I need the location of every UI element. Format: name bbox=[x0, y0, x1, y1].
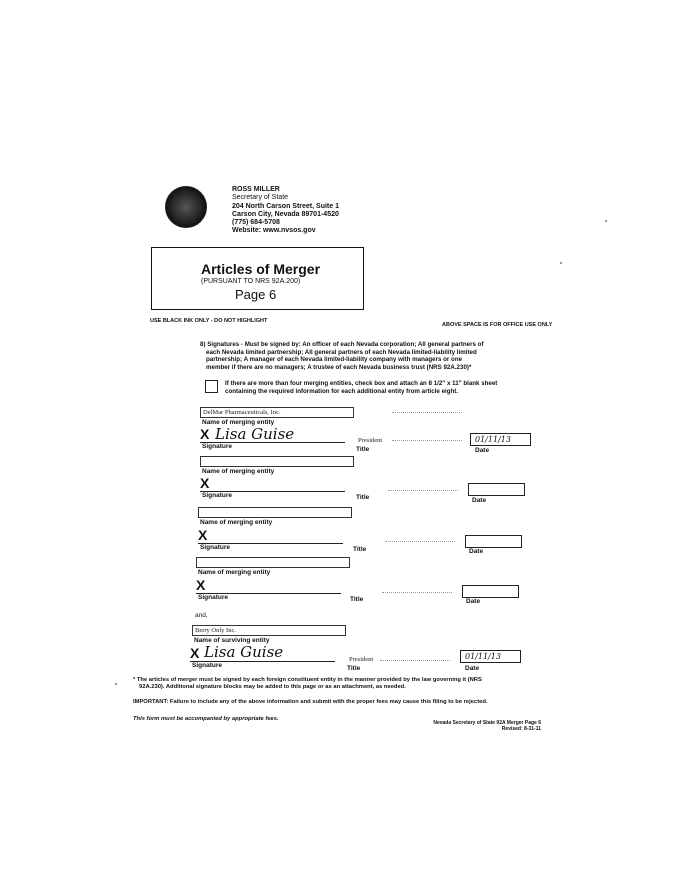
section-8-line: each Nevada limited partnership; All general partners of each Nevada limited-liability limited bbox=[206, 348, 477, 356]
footer-note-line: * The articles of merger must be signed by each foreign constituent entity in the manner provided by the law governing it (NRS bbox=[133, 677, 482, 683]
date-label: Date bbox=[466, 598, 481, 605]
checkbox-instructions bbox=[225, 380, 525, 395]
title-label: Title bbox=[350, 596, 364, 603]
title-field[interactable]: President bbox=[358, 437, 383, 444]
footer-note-line: 92A.230). Additional signature blocks may be added to this page or as an attachment, as needed. bbox=[139, 684, 406, 690]
section-8-line: partnership; A manager of each Nevada limited-liability company with managers or one bbox=[206, 356, 463, 363]
title-line bbox=[380, 660, 450, 661]
title-label: Title bbox=[353, 546, 367, 553]
scan-speck bbox=[605, 220, 607, 222]
signature-label: Signature bbox=[202, 443, 232, 450]
section-8-instructions bbox=[200, 341, 530, 371]
scan-speck bbox=[560, 262, 562, 264]
signature-label: Signature bbox=[198, 594, 228, 601]
merging-entity-name-field[interactable] bbox=[200, 456, 354, 467]
title-label: Title bbox=[356, 446, 370, 453]
date-label: Date bbox=[475, 447, 490, 454]
state-seal bbox=[165, 186, 207, 228]
merging-entity-name-field[interactable]: DelMar Pharmaceuticals, Inc. bbox=[200, 407, 354, 418]
signature-label: Signature bbox=[202, 492, 232, 499]
merging-entity-label: Name of merging entity bbox=[202, 468, 275, 475]
extra-entities-checkbox[interactable] bbox=[205, 380, 218, 393]
title-line bbox=[382, 592, 452, 593]
date-field[interactable]: 01/11/13 bbox=[460, 650, 521, 663]
office-phone: (775) 684-5708 bbox=[232, 219, 280, 227]
office-website: Website: www.nvsos.gov bbox=[232, 227, 316, 235]
merging-entity-label: Name of merging entity bbox=[202, 419, 275, 426]
signature-label: Signature bbox=[192, 662, 222, 669]
date-label: Date bbox=[465, 665, 480, 672]
official-name: ROSS MILLER bbox=[232, 186, 280, 193]
signature-label: Signature bbox=[200, 544, 230, 551]
title-label: Title bbox=[347, 665, 361, 672]
date-label: Date bbox=[469, 548, 484, 555]
ink-instruction: USE BLACK INK ONLY - DO NOT HIGHLIGHT bbox=[150, 318, 268, 324]
office-street: 204 North Carson Street, Suite 1 bbox=[232, 202, 339, 210]
official-title: Secretary of State bbox=[232, 194, 289, 202]
title-line bbox=[392, 412, 462, 413]
form-id: Nevada Secretary of State 92A Merger Page 6 bbox=[433, 720, 541, 726]
date-field[interactable] bbox=[465, 535, 522, 548]
form-footer-id bbox=[426, 720, 541, 732]
handwritten-signature[interactable]: Lisa Guise bbox=[215, 425, 295, 443]
date-field[interactable] bbox=[462, 585, 519, 598]
office-address bbox=[232, 186, 339, 236]
fees-notice: This form must be accompanied by appropriate fees. bbox=[133, 716, 279, 722]
scan-speck bbox=[115, 683, 117, 685]
title-line bbox=[392, 440, 462, 441]
form-title: Articles of Merger bbox=[201, 261, 321, 277]
date-label: Date bbox=[472, 497, 487, 504]
office-use-note: ABOVE SPACE IS FOR OFFICE USE ONLY bbox=[442, 322, 553, 328]
title-label: Title bbox=[356, 494, 370, 501]
important-notice: IMPORTANT: Failure to include any of the above information and submit with the proper fees may cause this filing to be rejected. bbox=[133, 699, 488, 705]
revision-date: Revised: 8-31-11 bbox=[501, 726, 541, 732]
checkbox-instruction-line: containing the required information for each additional entity from article eight. bbox=[225, 387, 459, 395]
signature-mark: X bbox=[200, 426, 210, 442]
office-city: Carson City, Nevada 89701-4520 bbox=[232, 210, 339, 218]
form-subtitle: (PURSUANT TO NRS 92A.200) bbox=[201, 278, 301, 285]
signature-mark: X bbox=[190, 645, 200, 661]
section-8-line: 8) Signatures - Must be signed by: An officer of each Nevada corporation; All general partners of bbox=[200, 341, 484, 348]
signature-mark: X bbox=[198, 527, 208, 543]
form-page-number: Page 6 bbox=[235, 287, 277, 302]
title-line bbox=[388, 490, 458, 491]
surviving-entity-name-field[interactable]: Berry Only Inc. bbox=[192, 625, 346, 636]
title-field[interactable]: President bbox=[349, 656, 374, 663]
title-line bbox=[385, 541, 455, 542]
merging-entity-label: Name of merging entity bbox=[198, 569, 271, 576]
signature-mark: X bbox=[196, 577, 206, 593]
handwritten-signature[interactable]: Lisa Guise bbox=[204, 643, 284, 661]
foreign-entity-note bbox=[133, 677, 533, 691]
merging-entity-label: Name of merging entity bbox=[200, 519, 273, 526]
merging-entity-name-field[interactable] bbox=[196, 557, 350, 568]
signature-mark: X bbox=[200, 475, 210, 491]
and-connector: and, bbox=[195, 612, 208, 619]
date-field[interactable] bbox=[468, 483, 525, 496]
checkbox-instruction-line: If there are more than four merging entities, check box and attach an 8 1/2" x 11" blank sheet bbox=[225, 380, 498, 387]
section-8-line: member if there are no managers; A trustee of each Nevada business trust (NRS 92A.230)* bbox=[206, 363, 472, 371]
merging-entity-name-field[interactable] bbox=[198, 507, 352, 518]
surviving-entity-label: Name of surviving entity bbox=[194, 637, 270, 644]
date-field[interactable]: 01/11/13 bbox=[470, 433, 531, 446]
